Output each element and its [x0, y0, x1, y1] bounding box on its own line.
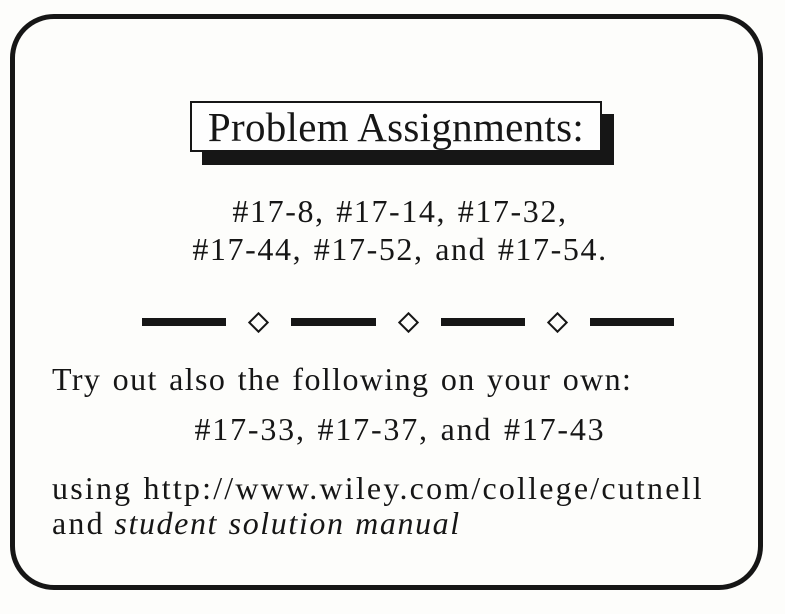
url-line: using http://www.wiley.com/college/cutnell [52, 470, 704, 506]
section-divider [142, 308, 674, 336]
slide-border-frame [10, 14, 763, 590]
divider-line-segment [590, 318, 674, 326]
and-word: and [52, 505, 105, 541]
manual-line [52, 506, 704, 541]
divider-line-segment [291, 318, 375, 326]
assigned-problems-list [30, 192, 770, 268]
diamond-icon [397, 311, 418, 332]
try-heading: Try out also the following on your own: [52, 361, 633, 397]
divider-line-segment [441, 318, 525, 326]
assigned-problems-line-2: #17-44, #17-52, and #17-54. [192, 231, 608, 267]
resources-note [52, 471, 704, 541]
assigned-problems-line-1: #17-8, #17-14, #17-32, [232, 193, 568, 229]
diamond-icon [248, 311, 269, 332]
divider-line-segment [142, 318, 226, 326]
title-box [190, 101, 602, 152]
extra-problems: #17-33, #17-37, and #17-43 [194, 411, 606, 447]
slide-title: Problem Assignments: [207, 103, 585, 150]
diamond-icon [547, 311, 568, 332]
manual-title: student solution manual [114, 505, 461, 541]
